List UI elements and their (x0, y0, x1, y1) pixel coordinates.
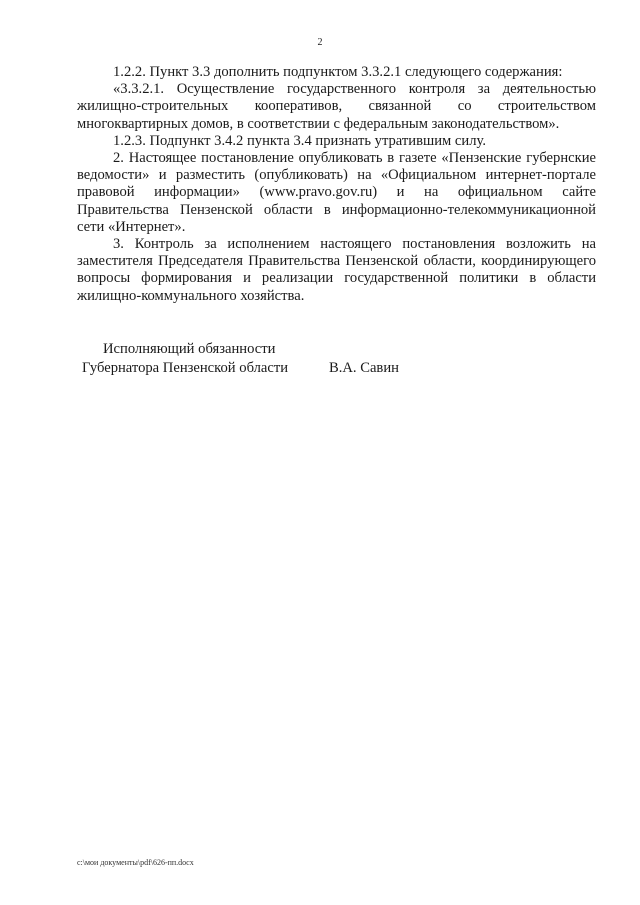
paragraph-1-2-2: 1.2.2. Пункт 3.3 дополнить подпунктом 3.3.2.1 следующего содержания: (113, 64, 563, 80)
paragraph-3: 3. Контроль за исполнением настоящего постановления возложить на заместителя Председателя Правительства Пензенской области, координирующего вопросы формирования и реализации государственной политики в области жилищно-коммунального хозяйства. (77, 236, 596, 304)
document-body (77, 64, 596, 305)
page-number: 2 (317, 37, 323, 48)
paragraph-1-2-3: 1.2.3. Подпункт 3.4.2 пункта 3.4 признать утратившим силу. (113, 132, 486, 149)
signatory-title-line-1: Исполняющий обязанности (103, 341, 276, 357)
paragraph-3-3-2-1: «3.3.2.1. Осуществление государственного контроля за деятельностью жилищно-строительных кооперативов, связанной со строительством многоквартирных домов, в соответствии с федеральным законодательством». (77, 81, 596, 132)
footer-file-path: c:\мои документы\pdf\626-пп.docx (77, 858, 194, 867)
paragraph-2: 2. Настоящее постановление опубликовать в газете «Пензенские губернские ведомости» и разместить (опубликовать) на «Официальном интернет-портале правовой информации» (www.pravo.gov.ru) и на официальном сайте Правительства Пензенской области в информационно-телекоммуникационной сети «Интернет». (77, 150, 596, 235)
signatory-name: В.А. Савин (329, 360, 399, 376)
signatory-title-line-2: Губернатора Пензенской области (82, 360, 289, 376)
